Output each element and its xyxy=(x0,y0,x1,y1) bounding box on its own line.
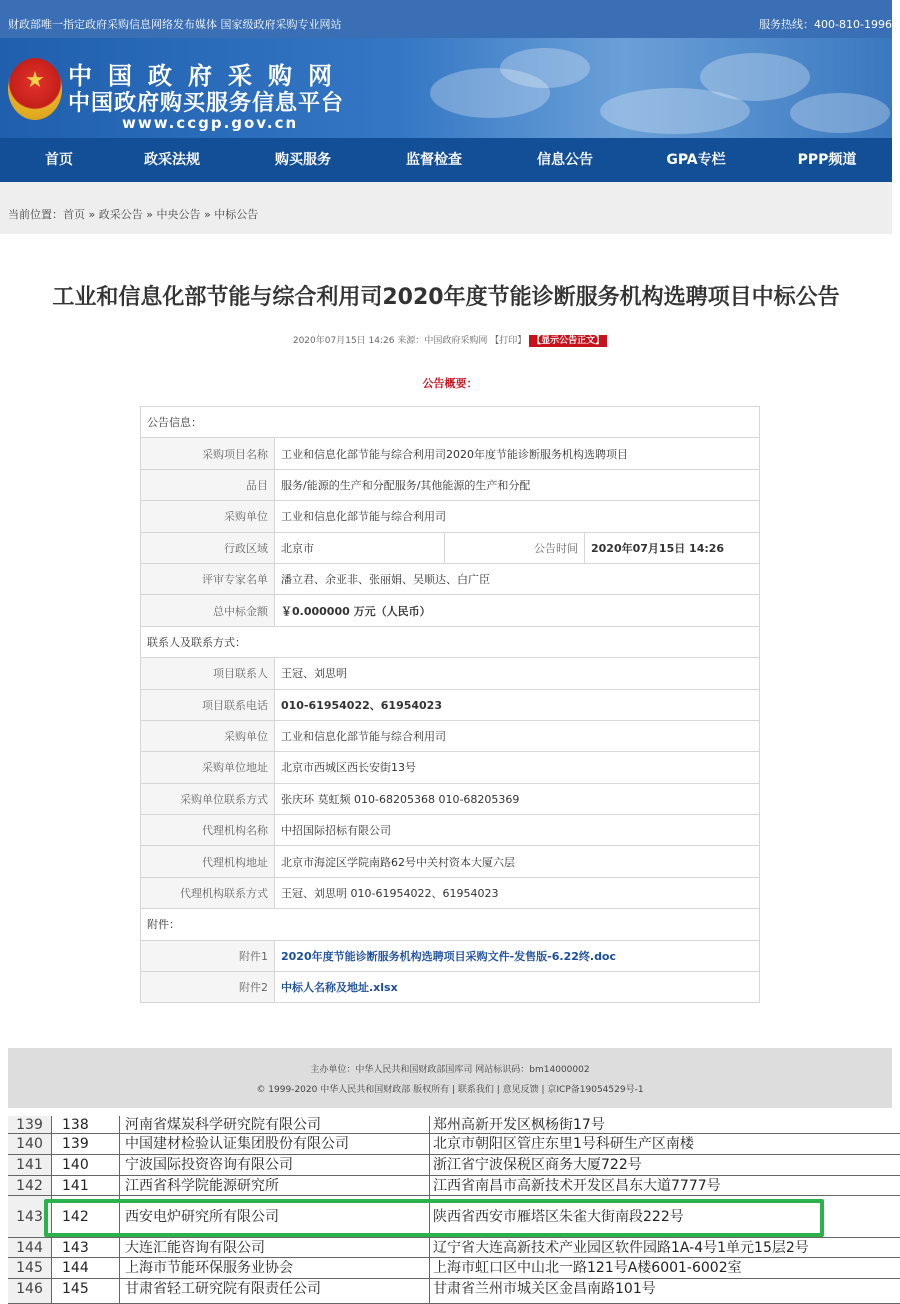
nav-item-supervision[interactable]: 监督检查 xyxy=(406,152,462,168)
table-row xyxy=(141,940,760,971)
footer-copyright-line xyxy=(8,1082,892,1095)
table-row xyxy=(141,972,760,1003)
field-label: 总中标金额 xyxy=(141,595,275,626)
project-name-value: 工业和信息化部节能与综合利用司2020年度节能诊断服务机构选聘项目 xyxy=(275,438,760,469)
row-header: 146 xyxy=(8,1279,52,1304)
cloud-decoration xyxy=(790,93,890,133)
buyer-unit-value: 工业和信息化部节能与综合利用司 xyxy=(275,720,760,751)
section-notice-info: 公告信息： xyxy=(141,407,760,438)
main-nav xyxy=(0,138,892,182)
company-address-cell: 辽宁省大连高新技术产业园区软件园路1A-4号1单元15层2号 xyxy=(430,1238,900,1258)
table-row xyxy=(141,501,760,532)
region-value: 北京市 xyxy=(275,532,445,563)
field-label: 采购单位联系方式 xyxy=(141,783,275,814)
site-footer xyxy=(8,1048,892,1108)
nav-item-purchase-services[interactable]: 购买服务 xyxy=(275,152,331,168)
breadcrumb-prefix: 当前位置： xyxy=(8,208,63,221)
company-name-cell: 上海市节能环保服务业协会 xyxy=(120,1258,430,1279)
company-name-cell: 大连汇能咨询有限公司 xyxy=(120,1238,430,1258)
page-title: 工业和信息化部节能与综合利用司2020年度节能诊断服务机构选聘项目中标公告 xyxy=(52,285,840,310)
row-header: 141 xyxy=(8,1155,52,1176)
summary-heading: 公告概要： xyxy=(422,377,478,390)
site-logo-url: www.ccgp.gov.cn xyxy=(122,114,299,132)
agency-contact-value: 王冠、刘思明 010-61954022、61954023 xyxy=(275,877,760,908)
experts-value: 潘立君、余亚非、张丽娟、吴顺达、白广臣 xyxy=(275,563,760,594)
field-label: 代理机构联系方式 xyxy=(141,877,275,908)
footer-separator: | xyxy=(493,1085,503,1095)
footer-separator: | xyxy=(538,1085,548,1095)
nav-item-regulations[interactable]: 政采法规 xyxy=(144,152,200,168)
company-address-cell: 上海市虹口区中山北一路121号A楼6001-6002室 xyxy=(430,1258,900,1279)
field-label: 公告时间 xyxy=(445,532,585,563)
table-row xyxy=(8,1134,900,1155)
nav-item-announcements[interactable]: 信息公告 xyxy=(537,152,593,168)
buyer-contact-value: 张庆环 莫虹频 010-68205368 010-68205369 xyxy=(275,783,760,814)
attachment-1-link[interactable]: 2020年度节能诊断服务机构选聘项目采购文件-发售版-6.22终.doc xyxy=(275,940,760,971)
company-address-cell: 北京市朝阳区管庄东里1号科研生产区南楼 xyxy=(430,1134,900,1155)
buyer-address-value: 北京市西城区西长安街13号 xyxy=(275,752,760,783)
company-address-cell: 郑州高新开发区枫杨街17号 xyxy=(430,1116,900,1134)
field-label: 采购项目名称 xyxy=(141,438,275,469)
field-label: 行政区域 xyxy=(141,532,275,563)
breadcrumb-central-announcements[interactable]: 中央公告 xyxy=(156,208,201,221)
row-header: 145 xyxy=(8,1258,52,1279)
row-header: 142 xyxy=(8,1176,52,1196)
field-label: 评审专家名单 xyxy=(141,563,275,594)
table-row xyxy=(8,1238,900,1258)
category-value: 服务/能源的生产和分配服务/其他能源的生产和分配 xyxy=(275,469,760,500)
table-row xyxy=(141,909,760,940)
attachment-2-link[interactable]: 中标人名称及地址.xlsx xyxy=(275,972,760,1003)
table-row xyxy=(141,407,760,438)
breadcrumb-award-announcements[interactable]: 中标公告 xyxy=(214,208,259,221)
table-row xyxy=(141,752,760,783)
table-row xyxy=(141,595,760,626)
table-row xyxy=(141,563,760,594)
company-name-cell: 甘肃省轻工研究院有限责任公司 xyxy=(120,1279,430,1304)
field-label: 附件2 xyxy=(141,972,275,1003)
serial-number-cell: 140 xyxy=(52,1155,120,1176)
nav-item-gpa[interactable]: GPA专栏 xyxy=(666,152,726,168)
breadcrumb-gov-announcements[interactable]: 政采公告 xyxy=(98,208,143,221)
table-row xyxy=(8,1279,900,1304)
field-label: 附件1 xyxy=(141,940,275,971)
publish-date: 2020年07月15日 14:26 xyxy=(292,336,395,346)
agency-address-value: 北京市海淀区学院南路62号中关村资本大厦六层 xyxy=(275,846,760,877)
breadcrumb-separator: » xyxy=(142,208,157,221)
feedback-link[interactable]: 意见反馈 xyxy=(502,1085,539,1095)
show-full-text-button[interactable]: 【显示公告正文】 xyxy=(529,335,607,347)
field-label: 代理机构地址 xyxy=(141,846,275,877)
cloud-decoration xyxy=(500,48,590,88)
row-header: 139 xyxy=(8,1116,52,1134)
print-link[interactable]: 【打印】 xyxy=(490,336,527,346)
field-label: 代理机构名称 xyxy=(141,815,275,846)
project-phone-value: 010-61954022、61954023 xyxy=(275,689,760,720)
serial-number-cell: 144 xyxy=(52,1258,120,1279)
footer-copyright: © 1999-2020 中华人民共和国财政部 版权所有 | xyxy=(256,1085,458,1095)
breadcrumb-home[interactable]: 首页 xyxy=(63,208,85,221)
serial-number-cell: 145 xyxy=(52,1279,120,1304)
breadcrumb-bar xyxy=(0,182,892,234)
cloud-decoration xyxy=(700,53,810,101)
section-contact-info: 联系人及联系方式： xyxy=(141,626,760,657)
table-row xyxy=(141,532,760,563)
site-banner xyxy=(0,38,892,138)
serial-number-cell: 142 xyxy=(52,1196,120,1238)
breadcrumb-separator: » xyxy=(200,208,215,221)
table-row xyxy=(141,815,760,846)
table-row xyxy=(8,1176,900,1196)
serial-number-cell: 139 xyxy=(52,1134,120,1155)
table-row xyxy=(141,658,760,689)
field-label: 采购单位 xyxy=(141,720,275,751)
serial-number-cell: 138 xyxy=(52,1116,120,1134)
article-source: 来源：中国政府采购网 xyxy=(397,336,488,346)
row-header: 140 xyxy=(8,1134,52,1155)
article-meta xyxy=(0,333,900,346)
nav-item-home[interactable]: 首页 xyxy=(45,152,73,168)
breadcrumb xyxy=(8,206,258,222)
highlight-box xyxy=(44,1199,824,1237)
row-header: 143 xyxy=(8,1196,52,1238)
table-row xyxy=(141,846,760,877)
announcement-info-table xyxy=(140,406,760,1003)
footer-organizer: 主办单位：中华人民共和国财政部国库司 网站标识码：bm14000002 xyxy=(310,1065,590,1075)
field-label: 品目 xyxy=(141,469,275,500)
company-name-cell: 宁波国际投资咨询有限公司 xyxy=(120,1155,430,1176)
buyer-value: 工业和信息化部节能与综合利用司 xyxy=(275,501,760,532)
table-row xyxy=(8,1258,900,1279)
company-name-cell: 江西省科学院能源研究所 xyxy=(120,1176,430,1196)
topbar-slogan: 财政部唯一指定政府采购信息网络发布媒体 国家级政府采购专业网站 xyxy=(8,18,342,31)
serial-number-cell: 143 xyxy=(52,1238,120,1258)
company-name-cell: 中国建材检验认证集团股份有限公司 xyxy=(120,1134,430,1155)
field-label: 采购单位 xyxy=(141,501,275,532)
field-label: 项目联系电话 xyxy=(141,689,275,720)
row-header: 144 xyxy=(8,1238,52,1258)
company-address-cell: 江西省南昌市高新技术开发区昌东大道7777号 xyxy=(430,1176,900,1196)
table-row xyxy=(8,1116,900,1134)
company-name-cell: 西安电炉研究所有限公司 xyxy=(120,1196,430,1238)
table-row xyxy=(141,438,760,469)
top-info-bar xyxy=(0,0,892,38)
table-row xyxy=(141,720,760,751)
nav-item-ppp[interactable]: PPP频道 xyxy=(797,152,857,168)
site-logo-title[interactable]: 中国政府采购网 xyxy=(68,62,348,90)
project-contact-value: 王冠、刘思明 xyxy=(275,658,760,689)
field-label: 项目联系人 xyxy=(141,658,275,689)
table-row xyxy=(141,626,760,657)
serial-number-cell: 141 xyxy=(52,1176,120,1196)
icp-license-link[interactable]: 京ICP备19054529号-1 xyxy=(547,1085,644,1095)
site-logo-subtitle: 中国政府购买服务信息平台 xyxy=(68,91,345,116)
agency-name-value: 中招国际招标有限公司 xyxy=(275,815,760,846)
company-address-cell: 甘肃省兰州市城关区金昌南路101号 xyxy=(430,1279,900,1304)
field-label: 采购单位地址 xyxy=(141,752,275,783)
company-address-cell: 浙江省宁波保税区商务大厦722号 xyxy=(430,1155,900,1176)
total-amount-value: ￥0.000000 万元（人民币） xyxy=(275,595,760,626)
table-row xyxy=(141,877,760,908)
service-hotline: 服务热线：400-810-1996 xyxy=(759,18,892,31)
national-emblem-icon: ★ xyxy=(8,58,62,120)
table-row xyxy=(141,469,760,500)
company-address-cell: 陕西省西安市雁塔区朱雀大街南段222号 xyxy=(430,1196,900,1238)
table-row xyxy=(8,1155,900,1176)
section-attachments: 附件： xyxy=(141,909,760,940)
company-name-cell: 河南省煤炭科学研究院有限公司 xyxy=(120,1116,430,1134)
table-row xyxy=(141,689,760,720)
notice-time-value: 2020年07月15日 14:26 xyxy=(585,532,760,563)
table-row xyxy=(141,783,760,814)
contact-us-link[interactable]: 联系我们 xyxy=(457,1085,494,1095)
breadcrumb-separator: » xyxy=(85,208,99,221)
